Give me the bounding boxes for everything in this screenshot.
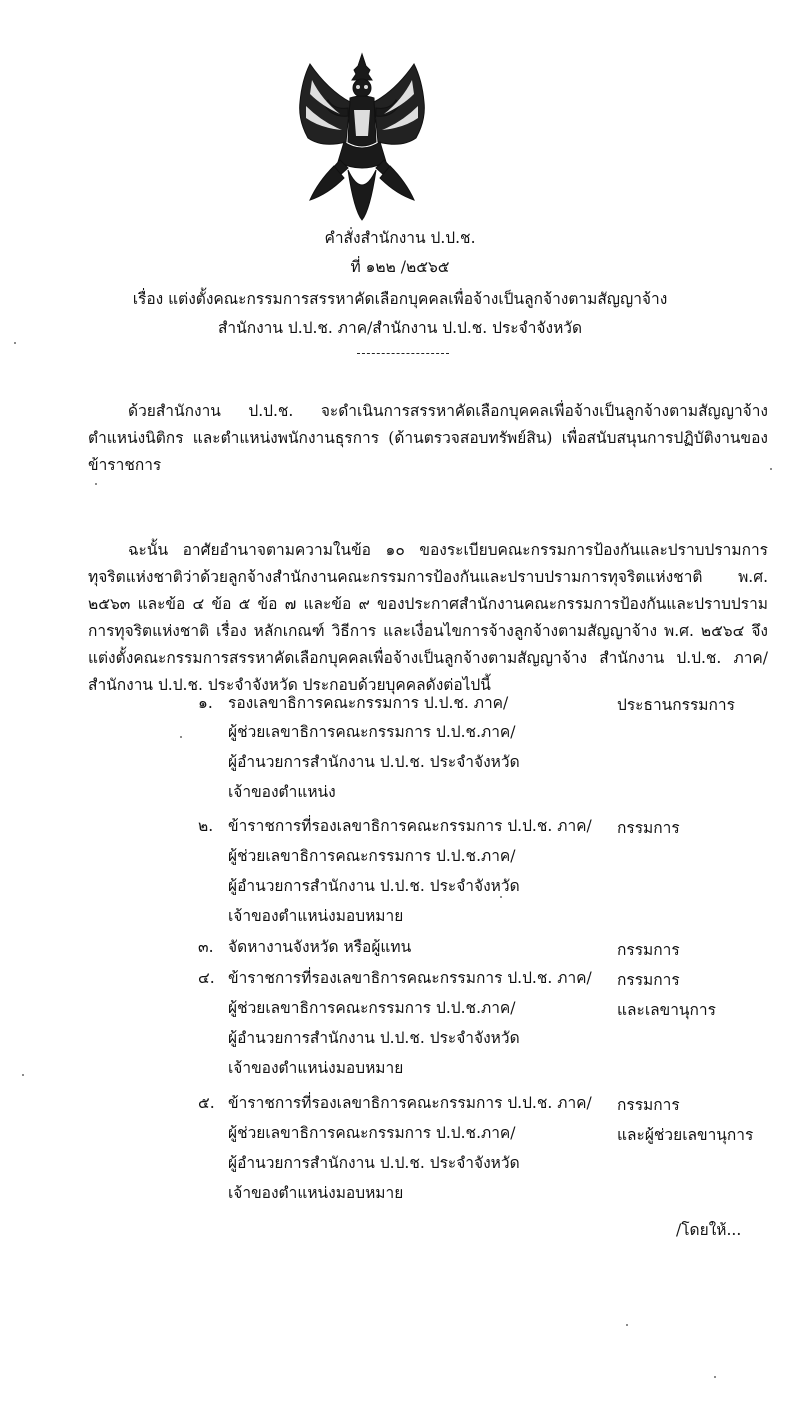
continuation-text: /โดยให้... — [676, 1221, 742, 1239]
item-number: ๑. — [198, 694, 213, 712]
item-number: ๓. — [198, 938, 214, 956]
scan-speck — [714, 1376, 716, 1378]
item-line: ผู้ช่วยเลขาธิการคณะกรรมการ ป.ป.ช.ภาค/ — [228, 999, 516, 1017]
subject-line-1: เรื่อง แต่งตั้งคณะกรรมการสรรหาคัดเลือกบุคคลเพื่อจ้างเป็นลูกจ้างตามสัญญาจ้าง — [132, 290, 668, 308]
item-number: ๒. — [198, 817, 214, 835]
item-number: ๔. — [198, 969, 215, 987]
item-line: ผู้ช่วยเลขาธิการคณะกรรมการ ป.ป.ช.ภาค/ — [228, 1124, 516, 1142]
scan-speck — [180, 736, 182, 738]
subject-line-2: สำนักงาน ป.ป.ช. ภาค/สำนักงาน ป.ป.ช. ประจำจังหวัด — [217, 319, 583, 337]
header-divider — [357, 353, 449, 354]
item-line: เจ้าของตำแหน่ง — [228, 783, 336, 801]
item-line: ข้าราชการที่รองเลขาธิการคณะกรรมการ ป.ป.ช. ภาค/ — [228, 1094, 592, 1112]
item-role: กรรมการ — [617, 971, 680, 989]
order-number: ที่ ๑๒๒ /๒๕๖๕ — [350, 258, 450, 276]
scan-speck — [626, 1324, 628, 1326]
scan-speck — [22, 1074, 24, 1076]
item-line: ข้าราชการที่รองเลขาธิการคณะกรรมการ ป.ป.ช. ภาค/ — [228, 969, 592, 987]
paragraph-2: ฉะนั้น อาศัยอำนาจตามความในข้อ ๑๐ ของระเบียบคณะกรรมการป้องกันและปราบปรามการทุจริตแห่งชาติว่าด้วยลูกจ้างสำนักงานคณะกรรมการป้องกันและปราบปรามการทุจริตแห่งชาติ พ.ศ. ๒๕๖๓ และข้อ ๔ ข้อ ๕ ข้อ ๗ และข้อ ๙ ของประกาศสำนักงานคณะกรรมการป้องกันและปราบปรามการทุจริตแห่งชาติ เรื่อง หลักเกณฑ์ วิธีการ และเงื่อนไขการจ้างลูกจ้างตามสัญญาจ้าง พ.ศ. ๒๕๖๔ จึงแต่งตั้งคณะกรรมการสรรหาคัดเลือกบุคคลเพื่อจ้างเป็นลูกจ้างตามสัญญาจ้าง สำนักงาน ป.ป.ช. ภาค/สำนักงาน ป.ป.ช. ประจำจังหวัด ประกอบด้วยบุคคลดังต่อไปนี้ — [88, 541, 768, 694]
item-line: รองเลขาธิการคณะกรรมการ ป.ป.ช. ภาค/ — [228, 694, 509, 712]
paragraph-1: ด้วยสำนักงาน ป.ป.ช. จะดำเนินการสรรหาคัดเลือกบุคคลเพื่อจ้างเป็นลูกจ้างตามสัญญาจ้าง ตำแหน่งนิติกร และตำแหน่งพนักงานธุรการ (ด้านตรวจสอบทรัพย์สิน) เพื่อสนับสนุนการปฏิบัติงานของข้าราชการ — [88, 402, 768, 474]
order-title: คำสั่งสำนักงาน ป.ป.ช. — [324, 229, 476, 247]
item-role: กรรมการ — [617, 819, 680, 837]
item-role: กรรมการ — [617, 941, 680, 959]
garuda-emblem-icon — [288, 50, 436, 225]
item-line: ผู้อำนวยการสำนักงาน ป.ป.ช. ประจำจังหวัด — [228, 753, 520, 771]
item-line: ข้าราชการที่รองเลขาธิการคณะกรรมการ ป.ป.ช. ภาค/ — [228, 817, 592, 835]
item-role: ประธานกรรมการ — [617, 696, 735, 714]
item-line: ผู้อำนวยการสำนักงาน ป.ป.ช. ประจำจังหวัด — [228, 1154, 520, 1172]
item-line: จัดหางานจังหวัด หรือผู้แทน — [228, 938, 412, 956]
item-line: ผู้ช่วยเลขาธิการคณะกรรมการ ป.ป.ช.ภาค/ — [228, 723, 516, 741]
item-role-continued: และเลขานุการ — [617, 1001, 716, 1019]
scan-speck — [770, 468, 772, 470]
item-line: ผู้อำนวยการสำนักงาน ป.ป.ช. ประจำจังหวัด — [228, 877, 520, 895]
scan-speck — [500, 896, 502, 898]
item-role-continued: และผู้ช่วยเลขานุการ — [617, 1126, 754, 1144]
item-line: เจ้าของตำแหน่งมอบหมาย — [228, 1059, 404, 1077]
item-line: ผู้อำนวยการสำนักงาน ป.ป.ช. ประจำจังหวัด — [228, 1029, 520, 1047]
item-line: เจ้าของตำแหน่งมอบหมาย — [228, 1184, 404, 1202]
item-line: ผู้ช่วยเลขาธิการคณะกรรมการ ป.ป.ช.ภาค/ — [228, 847, 516, 865]
scan-speck — [14, 342, 16, 344]
item-role: กรรมการ — [617, 1096, 680, 1114]
item-number: ๕. — [198, 1094, 215, 1112]
scan-speck — [95, 483, 97, 485]
item-line: เจ้าของตำแหน่งมอบหมาย — [228, 907, 404, 925]
